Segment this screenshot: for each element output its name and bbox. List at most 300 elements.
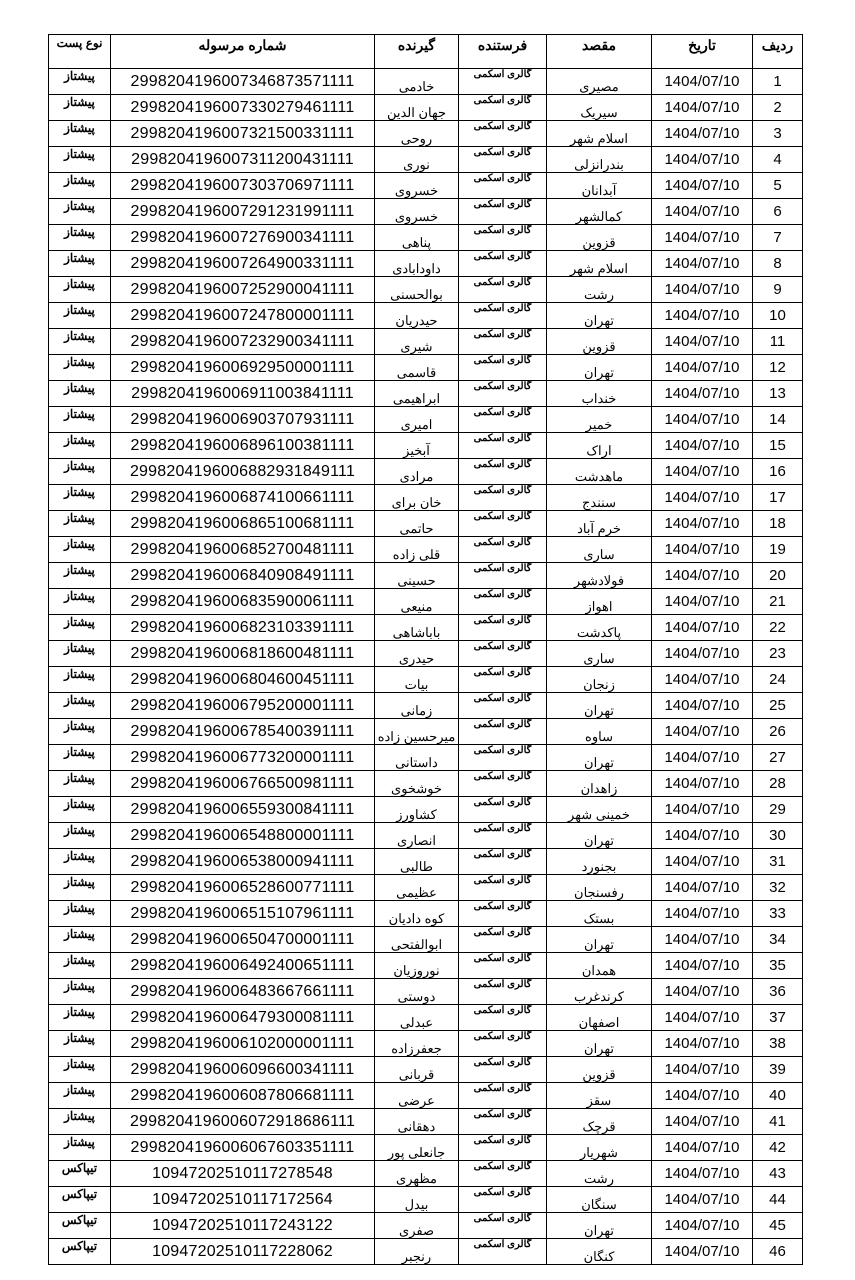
table-row: [49, 563, 803, 589]
cell-date: 1404/07/10: [652, 1161, 753, 1187]
cell-tracking: 2998204196006479300081111: [111, 1005, 375, 1031]
cell-destination: ساری: [547, 641, 652, 667]
cell-type: پیشتاز: [49, 511, 111, 537]
cell-date: 1404/07/10: [652, 251, 753, 277]
table-row: [49, 459, 803, 485]
cell-date: 1404/07/10: [652, 381, 753, 407]
cell-tracking: 2998204196006548800001111: [111, 823, 375, 849]
table-row: [49, 329, 803, 355]
cell-tracking: 2998204196006766500981111: [111, 771, 375, 797]
cell-type: پیشتاز: [49, 901, 111, 927]
header-date: تاریخ: [652, 35, 753, 69]
cell-receiver: جانعلی پور: [375, 1135, 459, 1161]
cell-destination: سیریک: [547, 95, 652, 121]
cell-row-number: 9: [753, 277, 803, 303]
cell-sender: گالری اسکمی: [459, 1239, 547, 1265]
table-row: [49, 745, 803, 771]
table-row: [49, 1031, 803, 1057]
table-row: [49, 693, 803, 719]
cell-row-number: 35: [753, 953, 803, 979]
cell-row-number: 14: [753, 407, 803, 433]
cell-row-number: 2: [753, 95, 803, 121]
cell-destination: رفسنجان: [547, 875, 652, 901]
cell-type: پیشتاز: [49, 537, 111, 563]
cell-type: پیشتاز: [49, 147, 111, 173]
cell-sender: گالری اسکمی: [459, 875, 547, 901]
cell-row-number: 13: [753, 381, 803, 407]
cell-receiver: ابراهیمی: [375, 381, 459, 407]
cell-date: 1404/07/10: [652, 849, 753, 875]
cell-sender: گالری اسکمی: [459, 745, 547, 771]
cell-type: پیشتاز: [49, 173, 111, 199]
cell-sender: گالری اسکمی: [459, 771, 547, 797]
table-row: [49, 355, 803, 381]
cell-sender: گالری اسکمی: [459, 95, 547, 121]
cell-receiver: حاتمی: [375, 511, 459, 537]
cell-type: پیشتاز: [49, 407, 111, 433]
cell-destination: همدان: [547, 953, 652, 979]
cell-type: پیشتاز: [49, 615, 111, 641]
cell-tracking: 2998204196006896100381111: [111, 433, 375, 459]
cell-sender: گالری اسکمی: [459, 69, 547, 95]
cell-destination: تهران: [547, 355, 652, 381]
cell-tracking: 10947202510117278548: [111, 1161, 375, 1187]
cell-sender: گالری اسکمی: [459, 797, 547, 823]
cell-type: پیشتاز: [49, 459, 111, 485]
cell-receiver: امیری: [375, 407, 459, 433]
cell-date: 1404/07/10: [652, 459, 753, 485]
table-row: [49, 199, 803, 225]
cell-tracking: 2998204196007303706971111: [111, 173, 375, 199]
cell-date: 1404/07/10: [652, 771, 753, 797]
cell-tracking: 10947202510117228062: [111, 1239, 375, 1265]
cell-type: پیشتاز: [49, 329, 111, 355]
cell-row-number: 28: [753, 771, 803, 797]
cell-date: 1404/07/10: [652, 927, 753, 953]
cell-date: 1404/07/10: [652, 1083, 753, 1109]
cell-row-number: 46: [753, 1239, 803, 1265]
table-row: [49, 1213, 803, 1239]
table-row: [49, 797, 803, 823]
cell-tracking: 2998204196007264900331111: [111, 251, 375, 277]
cell-tracking: 2998204196006785400391111: [111, 719, 375, 745]
cell-destination: کنگان: [547, 1239, 652, 1265]
cell-receiver: منیعی: [375, 589, 459, 615]
cell-tracking: 10947202510117172564: [111, 1187, 375, 1213]
cell-date: 1404/07/10: [652, 1135, 753, 1161]
cell-sender: گالری اسکمی: [459, 953, 547, 979]
header-tracking: شماره مرسوله: [111, 35, 375, 69]
cell-destination: تهران: [547, 303, 652, 329]
cell-receiver: مظهری: [375, 1161, 459, 1187]
cell-receiver: عبدلی: [375, 1005, 459, 1031]
cell-sender: گالری اسکمی: [459, 459, 547, 485]
cell-row-number: 20: [753, 563, 803, 589]
cell-destination: کمالشهر: [547, 199, 652, 225]
cell-row-number: 10: [753, 303, 803, 329]
cell-type: پیشتاز: [49, 355, 111, 381]
cell-date: 1404/07/10: [652, 1187, 753, 1213]
cell-sender: گالری اسکمی: [459, 1187, 547, 1213]
cell-tracking: 2998204196007232900341111: [111, 329, 375, 355]
cell-date: 1404/07/10: [652, 667, 753, 693]
cell-sender: گالری اسکمی: [459, 199, 547, 225]
cell-type: پیشتاز: [49, 875, 111, 901]
cell-type: پیشتاز: [49, 1057, 111, 1083]
cell-destination: ساوه: [547, 719, 652, 745]
cell-row-number: 6: [753, 199, 803, 225]
cell-row-number: 34: [753, 927, 803, 953]
cell-sender: گالری اسکمی: [459, 329, 547, 355]
cell-destination: ساری: [547, 537, 652, 563]
table-row: [49, 641, 803, 667]
cell-receiver: حیدریان: [375, 303, 459, 329]
cell-date: 1404/07/10: [652, 745, 753, 771]
table-row: [49, 225, 803, 251]
cell-sender: گالری اسکمی: [459, 1213, 547, 1239]
cell-date: 1404/07/10: [652, 173, 753, 199]
cell-receiver: نوروزیان: [375, 953, 459, 979]
cell-type: پیشتاز: [49, 1135, 111, 1161]
cell-row-number: 36: [753, 979, 803, 1005]
cell-date: 1404/07/10: [652, 979, 753, 1005]
cell-tracking: 2998204196006840908491111: [111, 563, 375, 589]
cell-row-number: 11: [753, 329, 803, 355]
cell-receiver: داودابادی: [375, 251, 459, 277]
cell-date: 1404/07/10: [652, 641, 753, 667]
cell-type: پیشتاز: [49, 823, 111, 849]
cell-date: 1404/07/10: [652, 875, 753, 901]
cell-sender: گالری اسکمی: [459, 563, 547, 589]
cell-sender: گالری اسکمی: [459, 1161, 547, 1187]
cell-row-number: 23: [753, 641, 803, 667]
cell-destination: تهران: [547, 823, 652, 849]
cell-tracking: 2998204196007330279461111: [111, 95, 375, 121]
table-row: [49, 1187, 803, 1213]
cell-type: پیشتاز: [49, 745, 111, 771]
cell-type: پیشتاز: [49, 979, 111, 1005]
header-receiver: گیرنده: [375, 35, 459, 69]
header-row: [49, 35, 803, 69]
cell-sender: گالری اسکمی: [459, 849, 547, 875]
cell-tracking: 2998204196006096600341111: [111, 1057, 375, 1083]
table-row: [49, 381, 803, 407]
cell-tracking: 2998204196006911003841111: [111, 381, 375, 407]
cell-row-number: 30: [753, 823, 803, 849]
cell-tracking: 2998204196006929500001111: [111, 355, 375, 381]
cell-row-number: 39: [753, 1057, 803, 1083]
cell-row-number: 31: [753, 849, 803, 875]
table-row: [49, 1083, 803, 1109]
cell-row-number: 26: [753, 719, 803, 745]
header-sender: فرستنده: [459, 35, 547, 69]
cell-sender: گالری اسکمی: [459, 1057, 547, 1083]
table-row: [49, 303, 803, 329]
cell-type: پیشتاز: [49, 667, 111, 693]
cell-row-number: 21: [753, 589, 803, 615]
cell-receiver: جعفرزاده: [375, 1031, 459, 1057]
cell-row-number: 33: [753, 901, 803, 927]
cell-sender: گالری اسکمی: [459, 719, 547, 745]
cell-destination: خنداب: [547, 381, 652, 407]
cell-date: 1404/07/10: [652, 69, 753, 95]
table-row: [49, 1005, 803, 1031]
cell-date: 1404/07/10: [652, 953, 753, 979]
table-row: [49, 1135, 803, 1161]
cell-date: 1404/07/10: [652, 589, 753, 615]
cell-receiver: رنجبر: [375, 1239, 459, 1265]
cell-sender: گالری اسکمی: [459, 1005, 547, 1031]
cell-destination: اراک: [547, 433, 652, 459]
cell-tracking: 2998204196007311200431111: [111, 147, 375, 173]
cell-tracking: 2998204196006882931849111: [111, 459, 375, 485]
table-row: [49, 537, 803, 563]
cell-receiver: شیری: [375, 329, 459, 355]
cell-receiver: طالبی: [375, 849, 459, 875]
cell-type: پیشتاز: [49, 719, 111, 745]
cell-receiver: کشاورز: [375, 797, 459, 823]
cell-receiver: پناهی: [375, 225, 459, 251]
cell-date: 1404/07/10: [652, 95, 753, 121]
cell-tracking: 2998204196007276900341111: [111, 225, 375, 251]
table-row: [49, 771, 803, 797]
table-row: [49, 979, 803, 1005]
cell-tracking: 2998204196007346873571111: [111, 69, 375, 95]
cell-row-number: 29: [753, 797, 803, 823]
table-row: [49, 1161, 803, 1187]
cell-sender: گالری اسکمی: [459, 251, 547, 277]
cell-tracking: 2998204196006483667661111: [111, 979, 375, 1005]
cell-destination: خرم آباد: [547, 511, 652, 537]
cell-receiver: قاسمی: [375, 355, 459, 381]
cell-row-number: 16: [753, 459, 803, 485]
cell-receiver: خسروی: [375, 173, 459, 199]
cell-tracking: 2998204196006067603351111: [111, 1135, 375, 1161]
table-row: [49, 953, 803, 979]
table-row: [49, 251, 803, 277]
cell-destination: قرچک: [547, 1109, 652, 1135]
cell-receiver: روحی: [375, 121, 459, 147]
cell-sender: گالری اسکمی: [459, 1135, 547, 1161]
cell-destination: فولادشهر: [547, 563, 652, 589]
cell-sender: گالری اسکمی: [459, 485, 547, 511]
cell-receiver: قلی زاده: [375, 537, 459, 563]
cell-type: پیشتاز: [49, 1083, 111, 1109]
cell-date: 1404/07/10: [652, 1109, 753, 1135]
cell-type: پیشتاز: [49, 251, 111, 277]
cell-sender: گالری اسکمی: [459, 927, 547, 953]
cell-sender: گالری اسکمی: [459, 693, 547, 719]
cell-destination: قزوین: [547, 225, 652, 251]
cell-destination: سنگان: [547, 1187, 652, 1213]
table-row: [49, 485, 803, 511]
cell-row-number: 25: [753, 693, 803, 719]
cell-type: تیپاکس: [49, 1187, 111, 1213]
cell-destination: اسلام شهر: [547, 251, 652, 277]
table-row: [49, 719, 803, 745]
cell-tracking: 2998204196006823103391111: [111, 615, 375, 641]
cell-receiver: جهان الدین: [375, 95, 459, 121]
cell-date: 1404/07/10: [652, 1031, 753, 1057]
cell-row-number: 43: [753, 1161, 803, 1187]
cell-destination: زاهدان: [547, 771, 652, 797]
cell-destination: تهران: [547, 693, 652, 719]
cell-type: پیشتاز: [49, 199, 111, 225]
cell-tracking: 2998204196007247800001111: [111, 303, 375, 329]
cell-date: 1404/07/10: [652, 329, 753, 355]
cell-tracking: 2998204196006903707931111: [111, 407, 375, 433]
cell-type: پیشتاز: [49, 849, 111, 875]
cell-destination: سنندج: [547, 485, 652, 511]
cell-sender: گالری اسکمی: [459, 1109, 547, 1135]
table-row: [49, 69, 803, 95]
cell-type: تیپاکس: [49, 1213, 111, 1239]
cell-destination: قزوین: [547, 329, 652, 355]
cell-tracking: 2998204196007321500331111: [111, 121, 375, 147]
cell-row-number: 1: [753, 69, 803, 95]
cell-tracking: 2998204196006504700001111: [111, 927, 375, 953]
cell-type: پیشتاز: [49, 927, 111, 953]
cell-tracking: 2998204196007291231991111: [111, 199, 375, 225]
cell-sender: گالری اسکمی: [459, 277, 547, 303]
cell-type: پیشتاز: [49, 563, 111, 589]
table-row: [49, 589, 803, 615]
cell-type: پیشتاز: [49, 433, 111, 459]
cell-date: 1404/07/10: [652, 121, 753, 147]
cell-type: پیشتاز: [49, 95, 111, 121]
cell-destination: تهران: [547, 1031, 652, 1057]
cell-receiver: خادمی: [375, 69, 459, 95]
table-row: [49, 121, 803, 147]
cell-sender: گالری اسکمی: [459, 173, 547, 199]
cell-type: پیشتاز: [49, 1031, 111, 1057]
cell-receiver: بیدل: [375, 1187, 459, 1213]
cell-receiver: خان برای: [375, 485, 459, 511]
cell-receiver: دهقانی: [375, 1109, 459, 1135]
shipment-table: [48, 34, 803, 1265]
cell-type: تیپاکس: [49, 1161, 111, 1187]
cell-destination: شهریار: [547, 1135, 652, 1161]
cell-date: 1404/07/10: [652, 355, 753, 381]
cell-date: 1404/07/10: [652, 719, 753, 745]
table-row: [49, 875, 803, 901]
cell-row-number: 22: [753, 615, 803, 641]
cell-sender: گالری اسکمی: [459, 381, 547, 407]
cell-destination: رشت: [547, 277, 652, 303]
cell-destination: تهران: [547, 745, 652, 771]
cell-tracking: 2998204196006852700481111: [111, 537, 375, 563]
cell-tracking: 2998204196006515107961111: [111, 901, 375, 927]
cell-sender: گالری اسکمی: [459, 355, 547, 381]
cell-row-number: 32: [753, 875, 803, 901]
header-destination: مقصد: [547, 35, 652, 69]
table-row: [49, 615, 803, 641]
cell-tracking: 2998204196006559300841111: [111, 797, 375, 823]
cell-sender: گالری اسکمی: [459, 589, 547, 615]
table-row: [49, 511, 803, 537]
cell-destination: کرندغرب: [547, 979, 652, 1005]
cell-destination: زنجان: [547, 667, 652, 693]
cell-receiver: باباشاهی: [375, 615, 459, 641]
cell-row-number: 38: [753, 1031, 803, 1057]
cell-sender: گالری اسکمی: [459, 147, 547, 173]
cell-date: 1404/07/10: [652, 1239, 753, 1265]
cell-type: پیشتاز: [49, 381, 111, 407]
cell-row-number: 45: [753, 1213, 803, 1239]
cell-sender: گالری اسکمی: [459, 901, 547, 927]
cell-destination: خمینی شهر: [547, 797, 652, 823]
cell-type: پیشتاز: [49, 121, 111, 147]
cell-type: پیشتاز: [49, 641, 111, 667]
cell-sender: گالری اسکمی: [459, 225, 547, 251]
cell-sender: گالری اسکمی: [459, 1083, 547, 1109]
cell-receiver: بیات: [375, 667, 459, 693]
cell-row-number: 8: [753, 251, 803, 277]
cell-destination: اصفهان: [547, 1005, 652, 1031]
table-row: [49, 277, 803, 303]
cell-receiver: مرادی: [375, 459, 459, 485]
cell-sender: گالری اسکمی: [459, 537, 547, 563]
cell-tracking: 2998204196006538000941111: [111, 849, 375, 875]
cell-date: 1404/07/10: [652, 303, 753, 329]
cell-type: پیشتاز: [49, 1109, 111, 1135]
cell-type: تیپاکس: [49, 1239, 111, 1265]
cell-sender: گالری اسکمی: [459, 433, 547, 459]
cell-destination: قزوین: [547, 1057, 652, 1083]
cell-type: پیشتاز: [49, 797, 111, 823]
cell-type: پیشتاز: [49, 1005, 111, 1031]
cell-tracking: 2998204196006804600451111: [111, 667, 375, 693]
cell-destination: بندرانزلی: [547, 147, 652, 173]
cell-sender: گالری اسکمی: [459, 823, 547, 849]
cell-tracking: 2998204196006874100661111: [111, 485, 375, 511]
cell-receiver: نوری: [375, 147, 459, 173]
cell-tracking: 2998204196006102000001111: [111, 1031, 375, 1057]
cell-type: پیشتاز: [49, 953, 111, 979]
table-row: [49, 823, 803, 849]
cell-receiver: میرحسین زاده: [375, 719, 459, 745]
cell-tracking: 2998204196006818600481111: [111, 641, 375, 667]
cell-sender: گالری اسکمی: [459, 407, 547, 433]
cell-date: 1404/07/10: [652, 199, 753, 225]
cell-sender: گالری اسکمی: [459, 121, 547, 147]
table-row: [49, 1239, 803, 1265]
cell-row-number: 12: [753, 355, 803, 381]
cell-type: پیشتاز: [49, 277, 111, 303]
cell-date: 1404/07/10: [652, 563, 753, 589]
cell-row-number: 41: [753, 1109, 803, 1135]
cell-row-number: 3: [753, 121, 803, 147]
cell-tracking: 2998204196006528600771111: [111, 875, 375, 901]
cell-tracking: 2998204196006492400651111: [111, 953, 375, 979]
table-row: [49, 927, 803, 953]
table-row: [49, 433, 803, 459]
cell-tracking: 2998204196006865100681111: [111, 511, 375, 537]
table-row: [49, 407, 803, 433]
cell-sender: گالری اسکمی: [459, 615, 547, 641]
cell-row-number: 18: [753, 511, 803, 537]
cell-destination: آبدانان: [547, 173, 652, 199]
cell-receiver: حیدری: [375, 641, 459, 667]
table-row: [49, 1109, 803, 1135]
cell-sender: گالری اسکمی: [459, 511, 547, 537]
cell-date: 1404/07/10: [652, 901, 753, 927]
cell-type: پیشتاز: [49, 589, 111, 615]
cell-type: پیشتاز: [49, 225, 111, 251]
cell-date: 1404/07/10: [652, 147, 753, 173]
cell-date: 1404/07/10: [652, 511, 753, 537]
cell-receiver: ابوالفتحی: [375, 927, 459, 953]
